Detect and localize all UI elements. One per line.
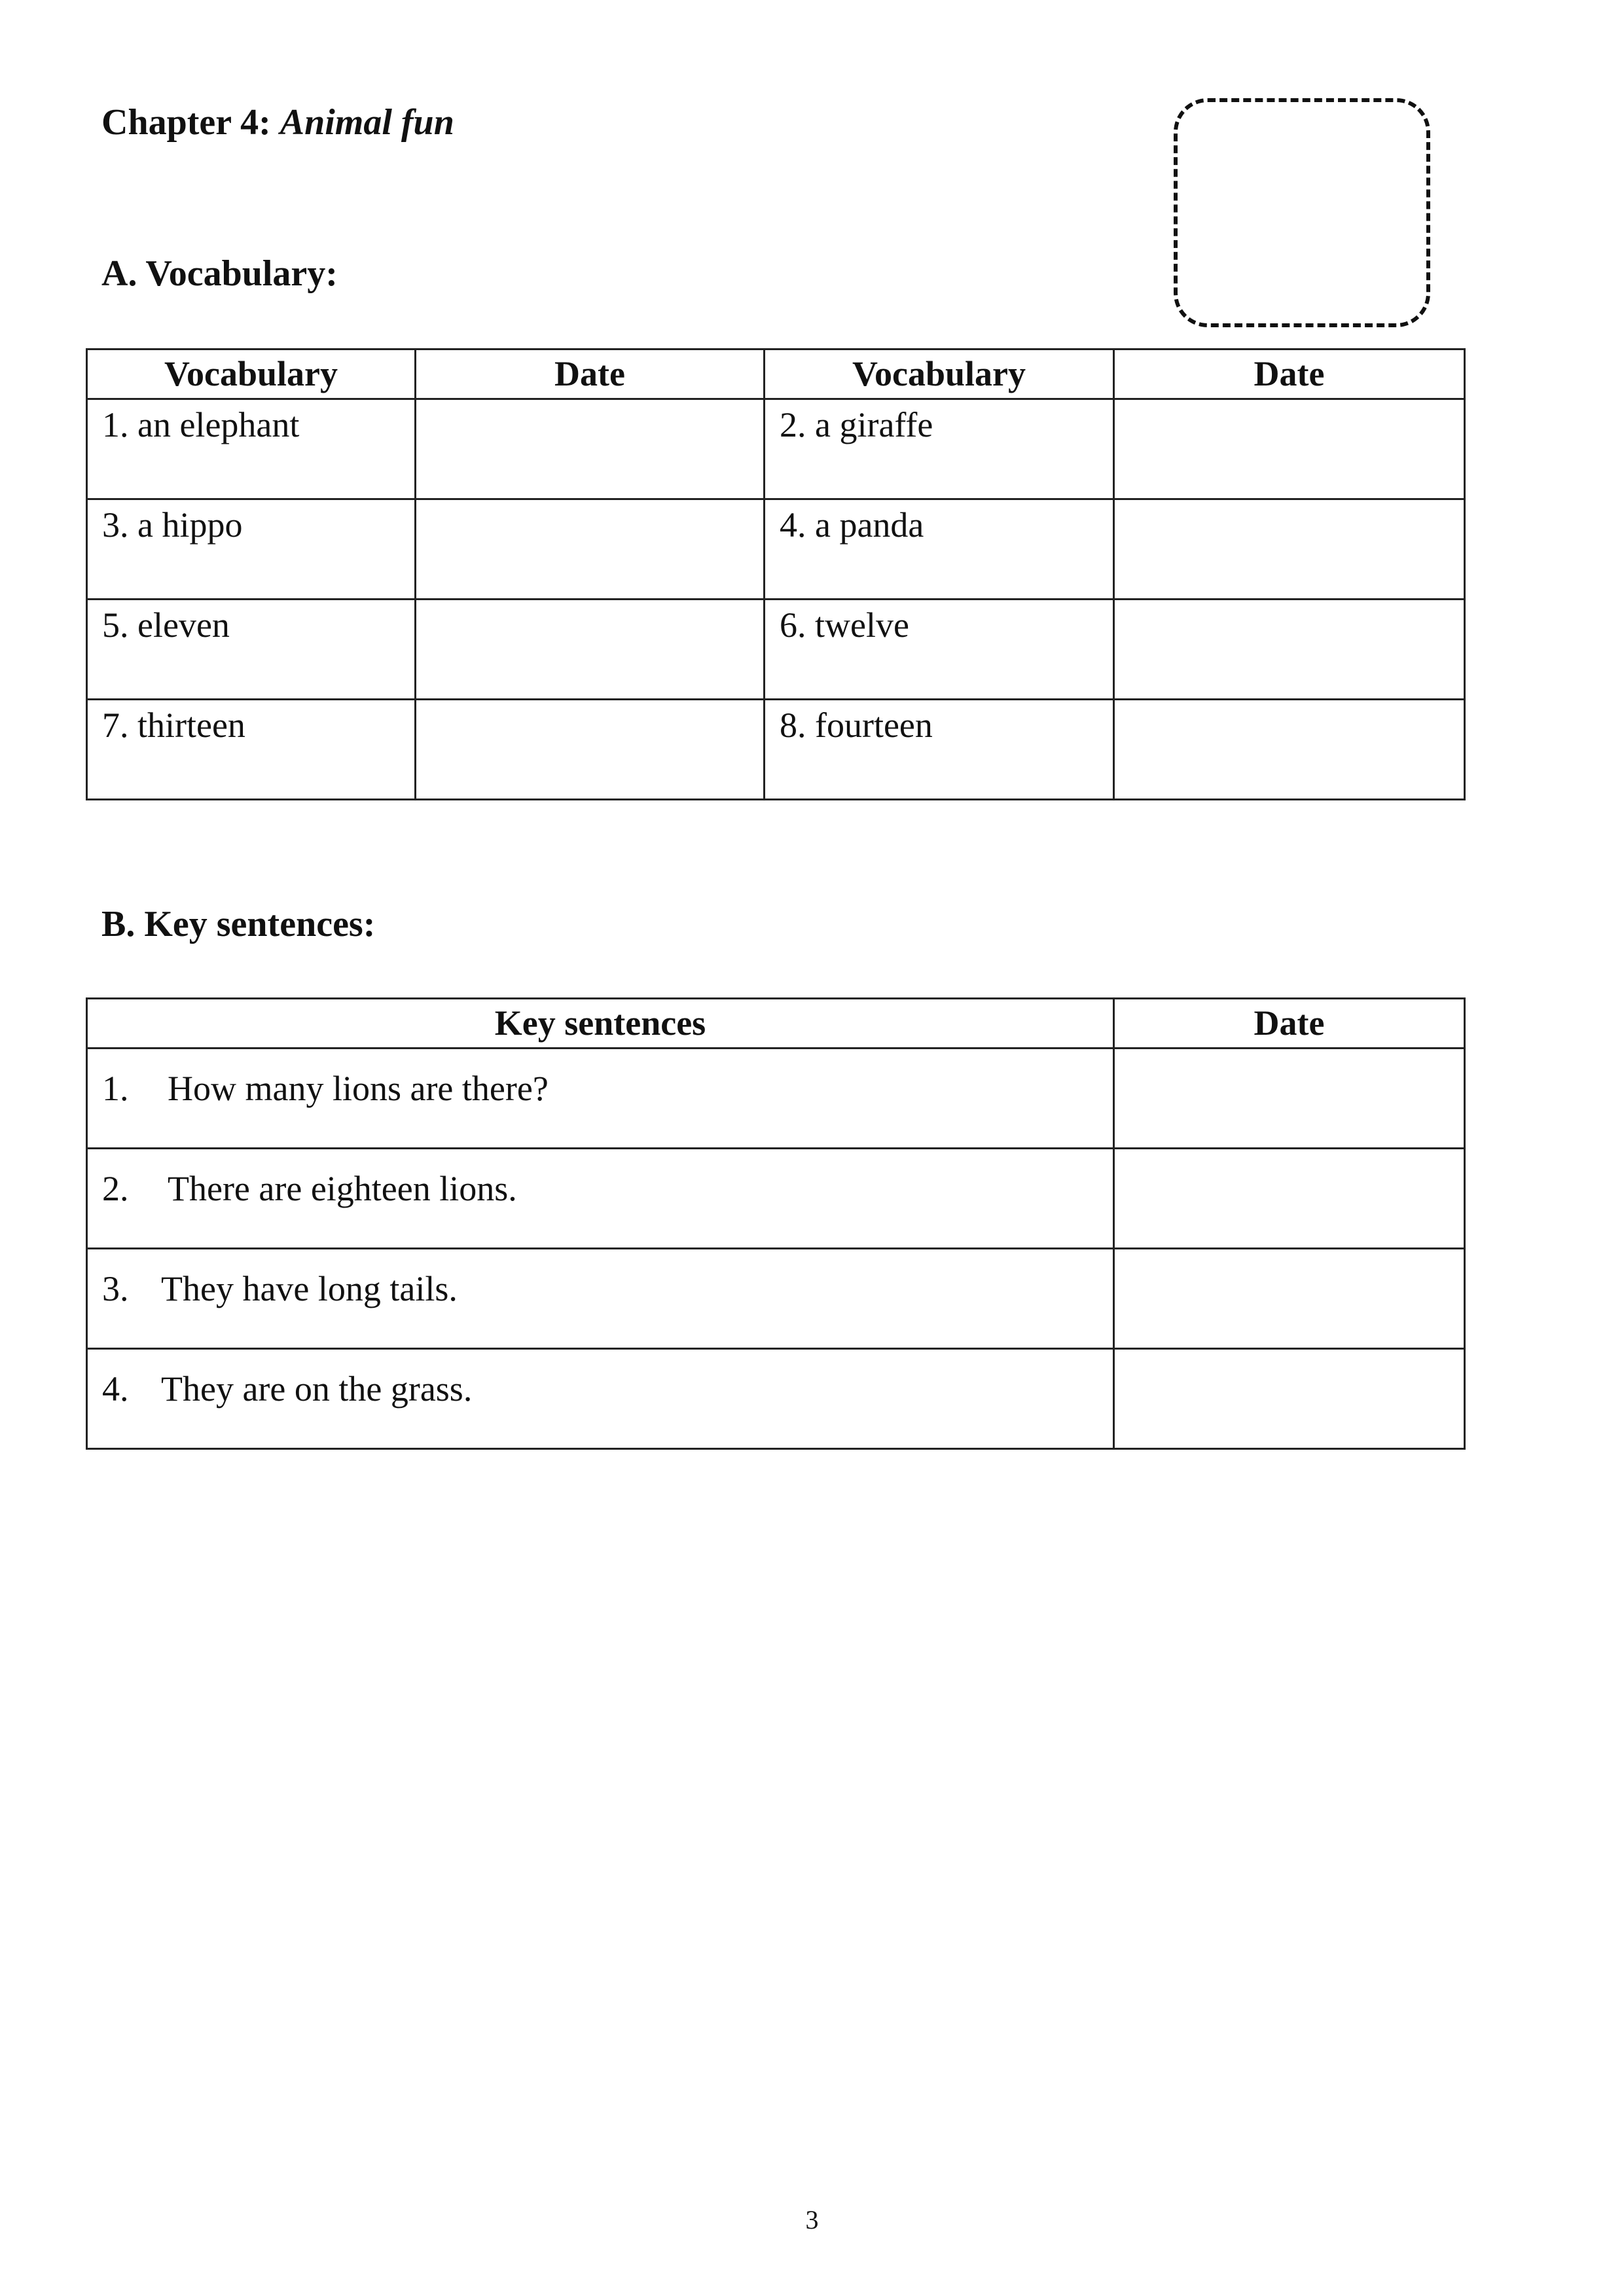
sentence-number: 3.: [102, 1269, 129, 1308]
chapter-subtitle: Animal fun: [280, 102, 454, 143]
date-cell[interactable]: [1114, 1349, 1465, 1449]
sentence-item: [87, 1149, 1114, 1249]
vocabulary-header-row: [87, 350, 1465, 399]
sentence-text: There are eighteen lions.: [168, 1169, 517, 1208]
vocabulary-item: 4. a panda: [765, 499, 1114, 600]
date-cell[interactable]: [416, 700, 765, 800]
table-row: [87, 1049, 1465, 1149]
table-row: [87, 499, 1465, 600]
chapter-title: [101, 101, 454, 145]
date-cell[interactable]: [416, 600, 765, 700]
date-cell[interactable]: [1114, 399, 1465, 499]
table-row: [87, 600, 1465, 700]
key-sentences-heading: B. Key sentences:: [101, 904, 376, 944]
date-cell[interactable]: [416, 499, 765, 600]
vocabulary-item: 5. eleven: [87, 600, 416, 700]
date-cell[interactable]: [1114, 1049, 1465, 1149]
vocabulary-table: [86, 348, 1466, 800]
vocabulary-item: 8. fourteen: [765, 700, 1114, 800]
sentence-text: How many lions are there?: [168, 1069, 549, 1108]
sentence-number: 1.: [102, 1069, 129, 1108]
chapter-label: Chapter 4:: [101, 102, 271, 143]
date-cell[interactable]: [1114, 600, 1465, 700]
vocabulary-item: 2. a giraffe: [765, 399, 1114, 499]
table-row: [87, 399, 1465, 499]
date-header: Date: [1114, 350, 1465, 399]
date-header: Date: [1114, 999, 1465, 1049]
table-row: [87, 1349, 1465, 1449]
date-cell[interactable]: [1114, 499, 1465, 600]
table-row: [87, 1249, 1465, 1349]
sentence-item: [87, 1049, 1114, 1149]
table-row: [87, 1149, 1465, 1249]
sentence-text: They are on the grass.: [161, 1369, 473, 1408]
date-cell[interactable]: [1114, 1149, 1465, 1249]
vocabulary-item: 6. twelve: [765, 600, 1114, 700]
vocabulary-item: 7. thirteen: [87, 700, 416, 800]
vocabulary-item: 1. an elephant: [87, 399, 416, 499]
vocabulary-item: 3. a hippo: [87, 499, 416, 600]
stamp-box: [1174, 98, 1430, 327]
date-cell[interactable]: [416, 399, 765, 499]
table-row: [87, 700, 1465, 800]
sentence-number: 2.: [102, 1169, 129, 1208]
sentence-item: [87, 1249, 1114, 1349]
vocabulary-header: Vocabulary: [87, 350, 416, 399]
sentence-item: [87, 1349, 1114, 1449]
key-sentences-table: [86, 997, 1466, 1450]
date-header: Date: [416, 350, 765, 399]
vocabulary-heading: A. Vocabulary:: [101, 253, 338, 294]
vocabulary-header: Vocabulary: [765, 350, 1114, 399]
key-sentences-header: Key sentences: [87, 999, 1114, 1049]
date-cell[interactable]: [1114, 700, 1465, 800]
page-number: 3: [805, 2205, 819, 2234]
key-sentences-header-row: [87, 999, 1465, 1049]
sentence-text: They have long tails.: [161, 1269, 458, 1308]
date-cell[interactable]: [1114, 1249, 1465, 1349]
sentence-number: 4.: [102, 1369, 129, 1408]
